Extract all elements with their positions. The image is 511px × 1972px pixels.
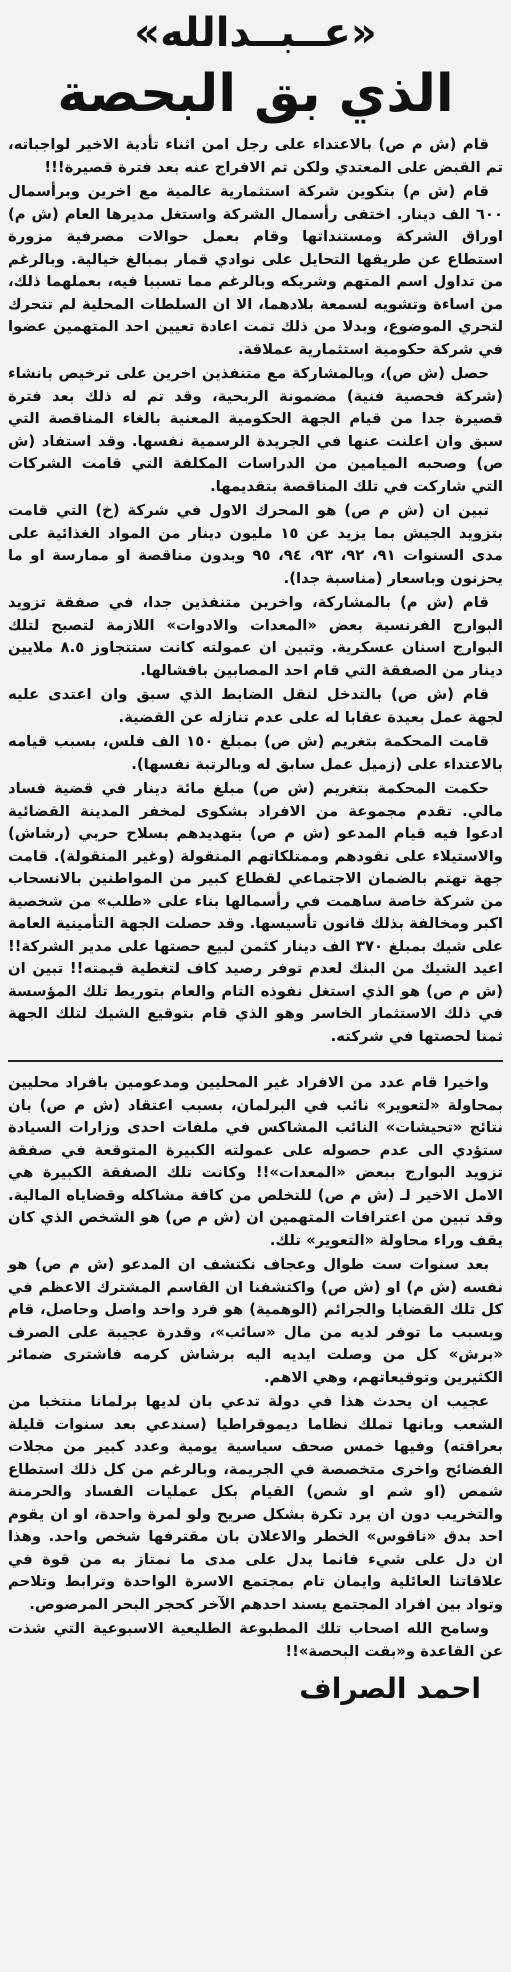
paragraph: حصل (ش ص)، وبالمشاركة مع متنفذين اخرين على ترخيص بانشاء (شركة فحصية فنية) مضمونة الربحية، وقد تم له ذلك بعد فترة قصيرة جدا من قيام الجهة الحكومية المعنية بالغاء المناقصة التي سبق وان اعلنت عنها في الجريدة الرسمية نفسها. وقد استفاد (ش ص) وصحبه الميامين من الدراسات المكلفة التي قامت الشركات التي شاركت في تلك المناقصة بتقديمها. [8,365,503,495]
paragraph: عجيب ان يحدث هذا في دولة تدعي بان لديها برلمانا منتخبا من الشعب وبانها تملك نظاما ديموقراطيا (سندعي بعد سنوات قليلة بعراقته) وفيها خمس صحف سياسية يومية وعدد كبير من مجلات الفضائح واخرى متخصصة في الجريمة، وبالرغم من كل ذلك استطاع شمص (او شم او شص) القيام بكل عمليات الفساد والحرمنة والتخريب دون ان يرد تكرة بشكل صريح ولو لمرة واحدة، او ان يقوم احد بدق «ناقوس» الخطر والاعلان بان مقترفها شخص واحد. وهذا ان دل على شيء فانما يدل على مدى ما نمتاز به من قوة في علاقاتنا العائلية وايمان تام بمجتمع الاسرة الواحدة وترابط وتلاحم وتواد بين افراد المجتمع يسند احدهم الآخر كحجر البحر المرصوص. [8,1393,503,1613]
section-divider [8,1060,503,1062]
headline-title: الذي بق البحصة [57,64,454,124]
author-signature: احمد الصراف [299,1672,481,1705]
paragraph: تبين ان (ش م ص) هو المحرك الاول في شركة (خ) التي قامت بتزويد الجيش بما يزيد عن ١٥ مليون دينار من المواد الغذائية على مدى السنوات ٩١، ٩٢، ٩٣، ٩٤، ٩٥ وبدون مناقصة او ممارسة او ما يحزنون وباسعار (مناسبة جدا). [8,502,503,587]
article-body [8,134,503,1663]
paragraph: قام (ش م) بالمشاركة، واخرين متنفذين جدا، في صفقة تزويد البوارج الفرنسية بعض «المعدات والادوات» اللازمة لتصبح لتلك البوارج اسنان عسكرية. وتبين ان عمولته كانت ستتجاوز ٨.٥ ملايين دينار من الصفقة التي قام احد المصابين بافشالها. [8,594,503,679]
paragraph: قامت المحكمة بتغريم (ش ص) بمبلغ ١٥٠ الف فلس، بسبب قيامه بالاعتداء على (زميل عمل سابق له وبالرتبة نفسها). [8,733,503,773]
paragraph: قام (ش ص) بالتدخل لنقل الضابط الذي سبق وان اعتدى عليه لجهة عمل بعيدة عقابا له على عدم تنازله عن القضية. [8,686,503,726]
paragraph: بعد سنوات ست طوال وعجاف نكتشف ان المدعو (ش م ص) هو نفسه (ش م) او (ش ص) واكتشفنا ان القاسم المشترك الاعظم في كل تلك القضايا والجرائم (الوهمية) هو فرد واحد واصل وحاصل، قام وبسبب ما توفر لديه من مال «سائب»، وقدرة عجيبة على الصرف «برش» كل من وصلت ايديه اليه برشاش كرمه فاشترى ضمائر الكثيرين وتوقيعاتهم، وهي الاهم. [8,1256,503,1386]
paragraph: واخيرا قام عدد من الافراد غير المحليين ومدعومين بافراد محليين بمحاولة «لتعوير» نائب في البرلمان، بسبب اعتقاد (ش م ص) بان نتائج «تحيشات» النائب المشاكس في ملفات احدى وزارات السيادة ستؤدي الى عدم حصوله على عمولته الكبيرة المتوقعة في صفقة تزويد البوارج ببعض «المعدات»!! وكانت تلك الصفقة الكبيرة هي الامل الاخير لـ (ش م ص) للتخلص من كافة مشاكله وقضاياه المالية. وقد تبين من اعترافات المتهمين ان (ش م ص) هو الشخص الذي كان يقف وراء محاولة «التعوير» تلك. [8,1074,503,1249]
headline [8,6,503,130]
paragraph: حكمت المحكمة بتغريم (ش ص) مبلغ مائة دينار في قضية فساد مالي. تقدم مجموعة من الافراد بشكوى لمخفر المدينة القضائية ادعوا فيه قيام المدعو (ش م ص) بتهديدهم بسلاح حربي (رشاش) والاستيلاء على نقودهم وممتلكاتهم المنقولة (وغير المنقولة). قامت جهة تهتم بالضمان الاجتماعي لقطاع كبير من المواطنين بالانسحاب من شركة خاصة ساهمت في رأسمالها بناء على «طلب» من شخصية اكبر ومخالفة بذلك قانون تأسيسها. وقد حصلت الجهة التأمينية العامة على شيك بمبلغ ٣٧٠ الف دينار كثمن لبيع حصتها على مدير الشركة!! اعيد الشيك من البنك لعدم توفر رصيد كاف لتغطية قيمته!! تبين ان (ش م ص) هو الذي استغل نفوذه التام والعام بتوريط تلك المؤسسة في ذلك الاستثمار الخاسر وهو الذي قام بتوقيع الشيك لتلك الجهة ثمنا لحصتها في شركته. [8,780,503,1045]
paragraph: قام (ش م) بتكوين شركة استثمارية عالمية مع اخرين وبرأسمال ٦٠٠ الف دينار. اختفى رأسمال الشركة واستغل مديرها العام (ش م) اوراق الشركة ومستنداتها وقام بعمل حوالات مصرفية مزورة استطاع عن طريقها التحايل على نوادي قمار بمبالغ خيالية. وبالرغم من تداول اسم المتهم وشريكه وبالرغم مما تسببا فيه، بعملهما ذلك، من اساءة وتشويه لسمعة بلادهما، الا ان السلطات المحلية لم تتحرك لتحري الموضوع، وبدلا من ذلك تمت اعادة تعيين احد المتهمين عضوا في شركة حكومية استثمارية عملاقة. [8,183,503,358]
paragraph: وسامح الله اصحاب تلك المطبوعة الطليعية الاسبوعية التي شذت عن القاعدة و«بقت البحصة»!! [8,1620,503,1660]
paragraph: قام (ش م ص) بالاعتداء على رجل امن اثناء تأدية الاخير لواجباته، تم القبض على المعتدي ولكن تم الافراج عنه بعد فترة قصيرة!!! [8,136,503,176]
headline-kicker: «عــبــدالله» [134,10,377,56]
